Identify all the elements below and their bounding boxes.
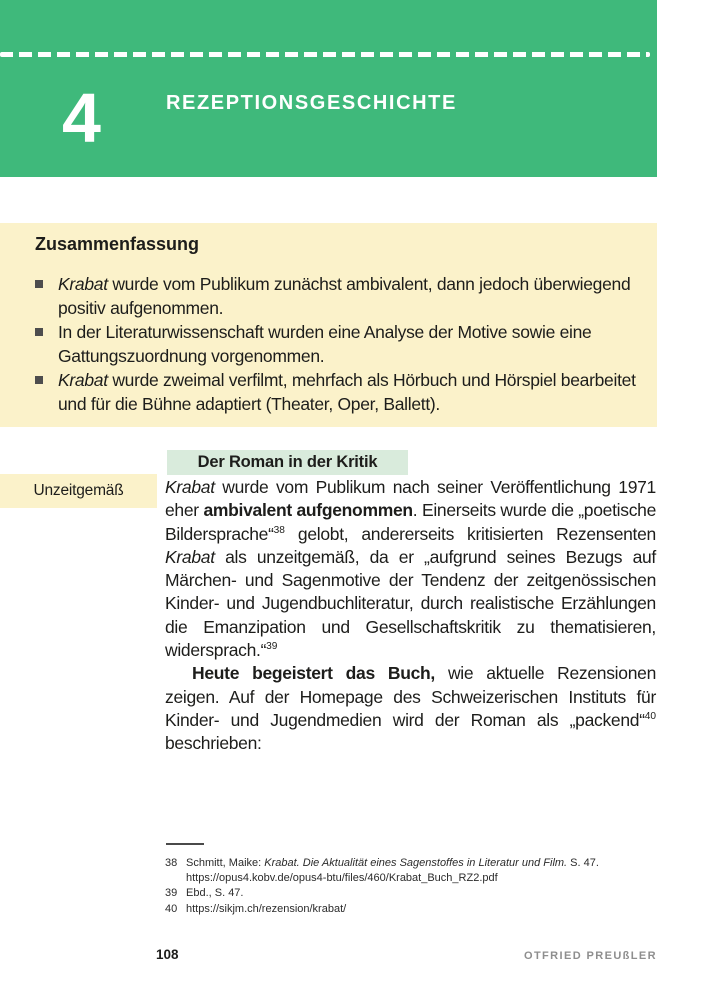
footnote-row [165, 902, 657, 917]
footnote-text [186, 886, 657, 901]
summary-item-text: Krabat wurde vom Publikum zunächst ambivalent, dann jedoch überwiegend positiv aufgenommen. [58, 274, 631, 318]
summary-title: Zusammenfassung [35, 234, 200, 254]
chapter-header-band [0, 0, 657, 177]
summary-list-item [35, 368, 641, 416]
bullet-square-icon [35, 280, 43, 288]
body-paragraph: Krabat wurde vom Publikum nach seiner Veröffentlichung 1971 eher ambivalent aufgenommen. Einerseits wurde die „poetische Bildersprache“$^{38}$ gelobt, andererseits kritisierten Rezensenten Krabat als unzeitgemäß, da er „aufgrund seines Bezugs auf Märchen- und Sagenmotive der Tendenz der zeitgenössischen Kinder- und Jugendbuchliteratur, durch realistische Erzählungen die Emanzipation und Gesellschaftskritik zu thematisieren, widersprach.“$^{39}$ [165, 477, 657, 661]
summary-list [35, 272, 641, 416]
bullet-square-icon [35, 328, 43, 336]
footnote-number: 39 [165, 887, 178, 900]
chapter-title: REZEPTIONSGESCHICHTE [166, 92, 457, 114]
body-text [165, 476, 656, 756]
footnote-row [165, 856, 657, 886]
footer-author: OTFRIED PREUßLER [523, 950, 657, 962]
summary-box [0, 223, 657, 427]
summary-item-text: Krabat wurde zweimal verfilmt, mehrfach als Hörbuch und Hörspiel bearbeitet und für die Bühne adaptiert (Theater, Oper, Ballett). [58, 370, 636, 414]
summary-list-item [35, 320, 641, 368]
bullet-square-icon [35, 376, 43, 384]
footnote-line: Ebd., S. 47. [186, 887, 244, 900]
summary-item-text: In der Literaturwissenschaft wurden eine Analyse der Motive sowie eine Gattungszuordnung vorgenommen. [58, 322, 592, 366]
footnotes-section [165, 843, 657, 917]
footnote-rule [166, 843, 204, 845]
dashed-divider [0, 52, 650, 57]
footer-page-number: 108 [156, 947, 179, 962]
footnote-text [186, 902, 657, 917]
footnote-number: 38 [165, 857, 178, 869]
footnote-number: 40 [165, 902, 178, 915]
footnote-line: https://sikjm.ch/rezension/krabat/ [186, 902, 347, 915]
margin-note: Unzeitgemäß [0, 474, 157, 508]
footnote-line: Schmitt, Maike: Krabat. Die Aktualität eines Sagenstoffes in Literatur und Film. S. 47. [186, 857, 599, 869]
footnote-text [186, 856, 657, 886]
footnote-line: https://opus4.kobv.de/opus4-btu/files/460/Krabat_Buch_RZ2.pdf [186, 872, 498, 885]
body-paragraph: Heute begeistert das Buch, wie aktuelle Rezensionen zeigen. Auf der Homepage des Schweizerischen Instituts für Kinder- und Jugendmedien wird der Roman als „packend“$^{40}$ beschrieben: [165, 663, 656, 754]
chapter-number: 4 [62, 79, 101, 157]
summary-list-item [35, 272, 641, 320]
section-heading: Der Roman in der Kritik [167, 450, 408, 475]
footnote-row [165, 886, 657, 901]
